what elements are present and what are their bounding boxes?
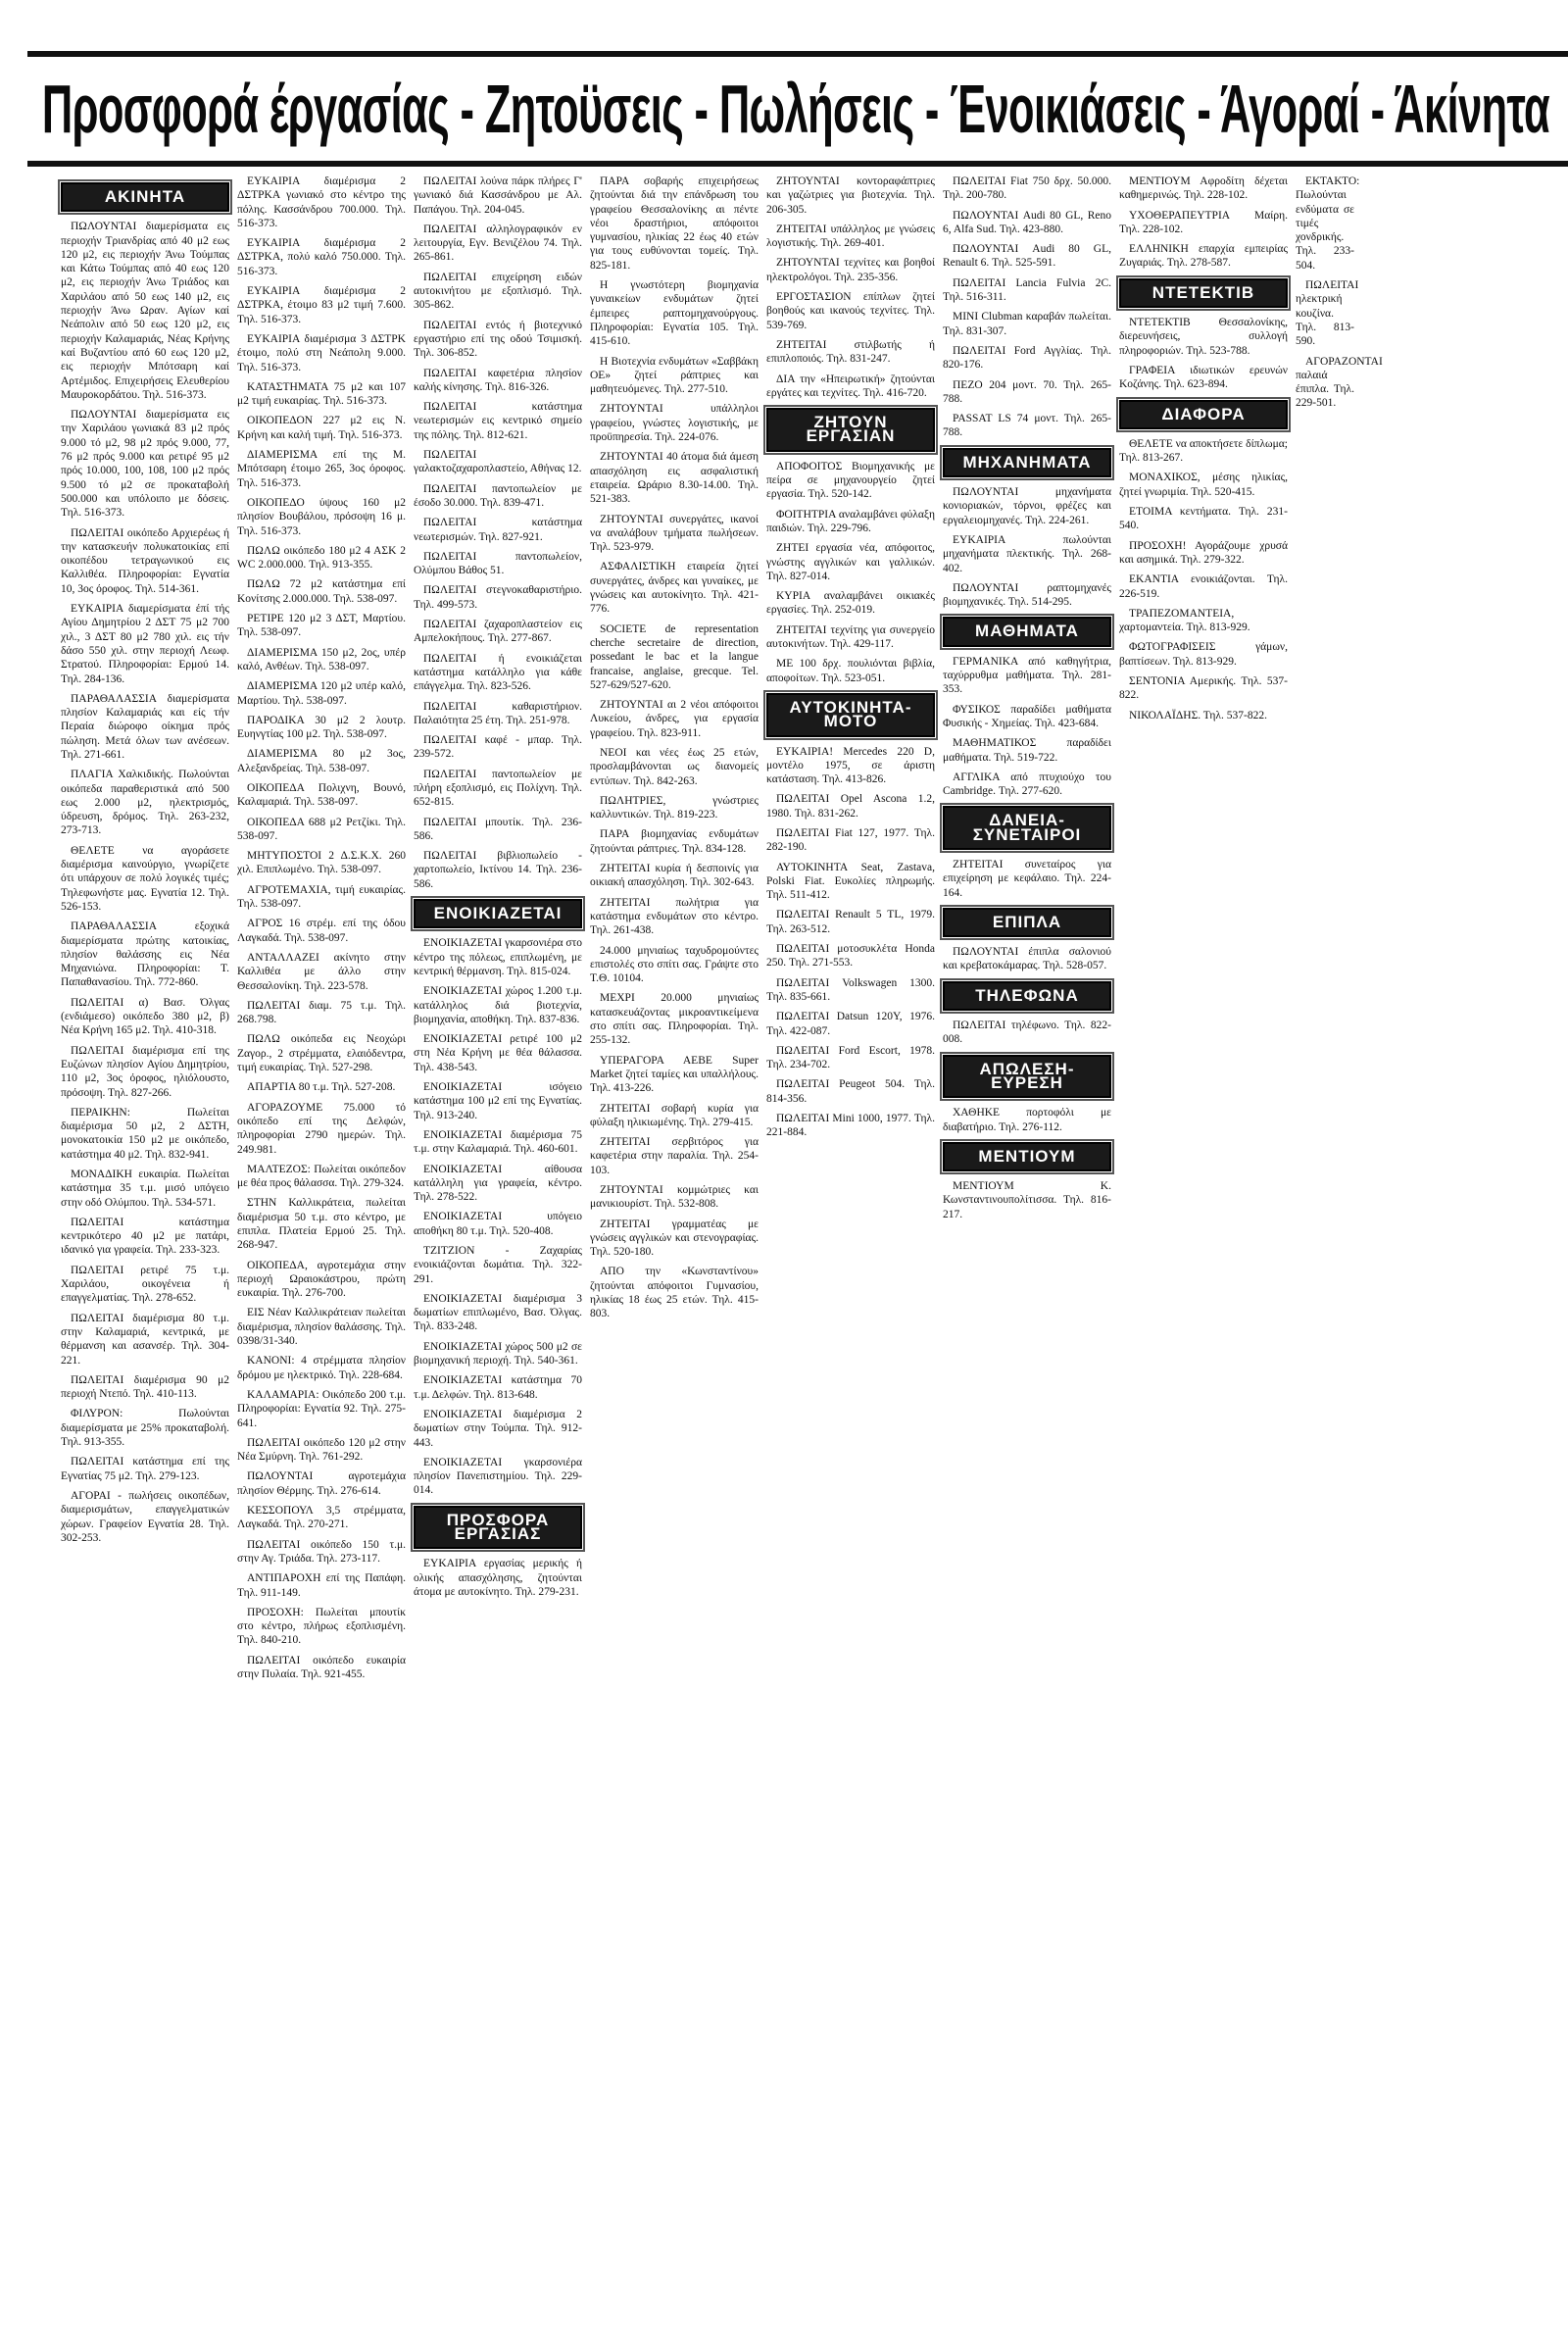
classified-ad: ΠΩΛΕΙΤΑΙ Mini 1000, 1977. Τηλ. 221-884. — [766, 1113, 935, 1139]
column-2 — [237, 174, 406, 2331]
classified-ad: ΠΩΛΕΙΤΑΙ μοτοσυκλέτα Honda 250. Τηλ. 271-553. — [766, 943, 935, 970]
classified-ad: ΥΠΕΡΑΓΟΡΑ ΑΕΒΕ Super Market ζητεί ταμίες και υπαλλήλους. Τηλ. 413-226. — [590, 1054, 759, 1095]
classified-ad: ΑΓΡΟΤΕΜΑΧΙΑ, τιμή ευκαιρίας. Τηλ. 538-097. — [237, 883, 406, 911]
classified-columns — [61, 174, 1531, 2331]
classified-ad: ΚΑΝΟΝΙ: 4 στρέμματα πλησίον δρόμου με ηλεκτρικό. Τηλ. 228-684. — [237, 1355, 406, 1381]
classified-ad: ΕΝΟΙΚΙΑΖΕΤΑΙ διαμέρισμα 3 δωματίων επιπλωμένο, Βασ. Όλγας. Τηλ. 833-248. — [414, 1292, 582, 1333]
classified-ad: ΖΗΤΟΥΝΤΑΙ 40 άτομα διά άμεση απασχόληση εις ασφαλιστική εταιρεία. Ωράριο 8.30-14.00. Τηλ. 521-383. — [590, 451, 759, 506]
classified-ad: ΚΕΣΣΟΠΟΥΛ 3,5 στρέμματα, Λαγκαδά. Τηλ. 270-271. — [237, 1505, 406, 1531]
classified-ad: ΚΑΤΑΣΤΗΜΑΤΑ 75 μ2 και 107 μ2 τιμή ευκαιρίας. Τηλ. 516-373. — [237, 380, 406, 408]
classified-ad: ΜΟΝΑΧΙΚΟΣ, μέσης ηλικίας, ζητεί γνωριμία. Τηλ. 520-415. — [1119, 472, 1288, 498]
classified-ad: ΠΩΛΕΙΤΑΙ κατάστημα επί της Εγνατίας 75 μ2. Τηλ. 279-123. — [61, 1456, 229, 1482]
classified-ad: ΠΩΛΟΥΝΤΑΙ αγροτεμάχια πλησίον Θέρμης. Τηλ. 276-614. — [237, 1470, 406, 1497]
classified-ad: ΠΩΛΕΙΤΑΙ ρετιρέ 75 τ.μ. Χαριλάου, οικογένεια ή επαγγελματίας. Τηλ. 278-652. — [61, 1264, 229, 1305]
classified-ad: ΤΖΙΤΖΙΟΝ - Ζαχαρίας ενοικιάζονται δωμάτια. Τηλ. 322-291. — [414, 1245, 582, 1285]
classified-ad: ΠΩΛΕΙΤΑΙ Lancia Fulvia 2C. Τηλ. 516-311. — [943, 276, 1111, 304]
classified-ad: ΠΩΛΕΙΤΑΙ κατάστημα κεντρικότερο 40 μ2 με πατάρι, ιδανικό για γραφεία. Τηλ. 233-323. — [61, 1216, 229, 1257]
section-header: ΑΠΩΛΕΣΗ-ΕΥΡΕΣΗ — [943, 1055, 1111, 1099]
classified-ad: ΣΕΝΤΟΝΙΑ Αμερικής. Τηλ. 537-822. — [1119, 675, 1288, 702]
classified-ad: Η Βιοτεχνία ενδυμάτων «Σαββάκη ΟΕ» ζητεί ράπτριες και μαθητευόμενες. Τηλ. 277-510. — [590, 355, 759, 396]
classified-ad: ΑΠΟΦΟΙΤΟΣ Βιομηχανικής με πείρα σε μηχανουργείο ζητεί εργασία. Τηλ. 520-142. — [766, 460, 935, 501]
classified-ad: ΠΩΛΕΙΤΑΙ οικόπεδο 150 τ.μ. στην Αγ. Τριάδα. Τηλ. 273-117. — [237, 1538, 406, 1565]
classified-ad: ΠΩΛΗΤΡΙΕΣ, γνώστριες καλλυντικών. Τηλ. 819-223. — [590, 794, 759, 821]
section-header: ΔΑΝΕΙΑ-ΣΥΝΕΤΑΙΡΟΙ — [943, 806, 1111, 850]
classified-ad: ΕΥΚΑΙΡΙΑ διαμέρισμα 2 ΔΣΤΡΚΑ, έτοιμο 83 μ2 τιμή 7.600. Τηλ. 516-373. — [237, 285, 406, 325]
classified-ad: ΟΙΚΟΠΕΔΑ, αγροτεμάχια στην περιοχή Ωραιοκάστρου, πρώτη ευκαιρία. Τηλ. 276-700. — [237, 1259, 406, 1300]
classified-ad: ΖΗΤΟΥΝΤΑΙ κομμώτριες και μανικιουρίστ. Τηλ. 532-808. — [590, 1184, 759, 1211]
classified-ad: ΠΩΛΕΙΤΑΙ Datsun 120Y, 1976. Τηλ. 422-087. — [766, 1011, 935, 1037]
classified-ad: ΠΩΛΕΙΤΑΙ λούνα πάρκ πλήρες Γ' γωνιακό διά Κασσάνδρου με Αλ. Παπάγου. Τηλ. 204-045. — [414, 175, 582, 216]
column-3 — [414, 174, 582, 2331]
classified-ad: PASSAT LS 74 μοντ. Τηλ. 265-788. — [943, 413, 1111, 439]
classified-ad: ΦΩΤΟΓΡΑΦΙΣΕΙΣ γάμων, βαπτίσεων. Τηλ. 813-929. — [1119, 641, 1288, 668]
classified-ad: ΠΩΛΕΙΤΑΙ Fiat 750 δρχ. 50.000. Τηλ. 200-780. — [943, 175, 1111, 202]
classified-ad: ΜΟΝΑΔΙΚΗ ευκαιρία. Πωλείται κατάστημα 35 τ.μ. μισό υπόγειο στην οδό Ολύμπου. Τηλ. 534-571. — [61, 1169, 229, 1209]
classified-ad: ΠΑΡΑΘΑΛΑΣΣΙΑ εξοχικά διαμερίσματα πρώτης κατοικίας, πλησίον θαλάσσης εις Νέα Μηχανιώνα. Πληροφορίαι: Τ. Παπαθανασίου. Τηλ. 772-860. — [61, 920, 229, 989]
classified-ad: ΜΕΝΤΙΟΥΜ Κ. Κωνσταντινουπολίτισσα. Τηλ. 816-217. — [943, 1180, 1111, 1220]
classified-ad: ΑΓΟΡΑΖΟΥΜΕ 75.000 τό οικόπεδο επί της Δελφών, πληροφορίαι 2790 ημερών. Τηλ. 249.981. — [237, 1101, 406, 1156]
classified-ad: ΔΙΑΜΕΡΙΣΜΑ 80 μ2 3ος, Αλεξανδρείας. Τηλ. 538-097. — [237, 748, 406, 774]
classified-ad: ΟΙΚΟΠΕΔΑ 688 μ2 Ρετζίκι. Τηλ. 538-097. — [237, 816, 406, 842]
classified-ad: ΠΩΛΕΙΤΑΙ καφέ - μπαρ. Τηλ. 239-572. — [414, 734, 582, 761]
section-header: ΖΗΤΟΥΝ ΕΡΓΑΣΙΑΝ — [766, 408, 935, 452]
classified-ad: ΖΗΤΕΙΤΑΙ γραμματέας με γνώσεις αγγλικών και στενογραφίας. Τηλ. 520-180. — [590, 1218, 759, 1259]
classified-ad: ΠΩΛΕΙΤΑΙ ή ενοικιάζεται κατάστημα κατάλληλο για κάθε επάγγελμα. Τηλ. 823-526. — [414, 652, 582, 693]
section-header: ΕΝΟΙΚΙΑΖΕΤΑΙ — [414, 899, 582, 928]
classified-ad: ΖΗΤΟΥΝΤΑΙ υπάλληλοι γραφείου, γνώστες λογιστικής, με προϋπηρεσία. Τηλ. 224-076. — [590, 403, 759, 444]
classified-ad: ΖΗΤΟΥΝΤΑΙ συνεργάτες, ικανοί να αναλάβουν τμήματα πωλήσεων. Τηλ. 523-979. — [590, 513, 759, 554]
classified-ad: ΖΗΤΕΙ εργασία νέα, απόφοιτος, γνώστης αγγλικών και γαλλικών. Τηλ. 827-014. — [766, 542, 935, 582]
classified-ad: ΠΩΛΕΙΤΑΙ διαμέρισμα 80 τ.μ. στην Καλαμαριά, κεντρικά, με θέρμανση και ασανσέρ. Τηλ. 304-221. — [61, 1312, 229, 1367]
classified-ad: MINI Clubman καραβάν πωλείται. Τηλ. 831-307. — [943, 311, 1111, 337]
classified-ad: ΠΩΛΕΙΤΑΙ Volkswagen 1300. Τηλ. 835-661. — [766, 976, 935, 1003]
classified-ad: ΖΗΤΕΙΤΑΙ στιλβωτής ή επιπλοποιός. Τηλ. 831-247. — [766, 338, 935, 366]
classified-ad: ΦΟΙΤΗΤΡΙΑ αναλαμβάνει φύλαξη παιδιών. Τηλ. 229-796. — [766, 508, 935, 534]
classified-ad: ΑΓΟΡΑΖΟΝΤΑΙ παλαιά έπιπλα. Τηλ. 229-501. — [1296, 355, 1383, 410]
classified-ad: ΚΥΡΙΑ αναλαμβάνει οικιακές εργασίες. Τηλ. 252-019. — [766, 590, 935, 617]
classified-ad: ΕΝΟΙΚΙΑΖΕΤΑΙ χώρος 1.200 τ.μ. κατάλληλος διά βιοτεχνία, βιομηχανία, αποθήκη. Τηλ. 837-836. — [414, 985, 582, 1025]
classified-ad: ΖΗΤΟΥΝΤΑΙ τεχνίτες και βοηθοί ηλεκτρολόγοι. Τηλ. 235-356. — [766, 257, 935, 283]
section-header: ΑΥΤΟΚΙΝΗΤΑ-ΜΟΤΟ — [766, 693, 935, 737]
classified-ad: ΥΧΟΘΕΡΑΠΕΥΤΡΙΑ Μαίρη. Τηλ. 228-102. — [1119, 209, 1288, 235]
banner-title: Προσφορά έργασίας - Ζητοϋσεις - Πωλήσεις - Ένοικιάσεις - Άγοραί - Άκίνητα — [41, 71, 1550, 147]
classified-ad: ΠΩΛΟΥΝΤΑΙ Audi 80 GL, Reno 6, Alfa Sud. Τηλ. 423-880. — [943, 209, 1111, 235]
column-4 — [590, 174, 759, 2331]
classified-ad: ΠΩΛΕΙΤΑΙ μπουτίκ. Τηλ. 236-586. — [414, 816, 582, 842]
classified-ad: ΠΩΛΕΙΤΑΙ Opel Ascona 1.2, 1980. Τηλ. 831-262. — [766, 793, 935, 820]
classified-ad: ΕΚΑΝΤΙΑ ενοικιάζονται. Τηλ. 226-519. — [1119, 573, 1288, 600]
classified-ad: ΠΕΖΟ 204 μοντ. 70. Τηλ. 265-788. — [943, 378, 1111, 405]
classified-ad: ΠΩΛΕΙΤΑΙ κατάστημα νεωτερισμών. Τηλ. 827-921. — [414, 517, 582, 543]
classified-ad: ΠΩΛΟΥΝΤΑΙ διαμερίσματα εις περιοχήν Τριανδρίας από 40 μ2 εως 120 μ2, εις περιοχήν Άνω Τούμπας και Κάτω Τούμπας από 40 εως 120 μ2, εις περιοχήν Άνω Τριάδος και Χαριλάου από 50 εως 140 μ2, εις περιοχήν Άνω Ωραν. Αγίων καί Νεάπολιν από 50 εως 120 μ2, εις περιοχήν Καλαμαριάς, Νέας Κρήνης καί Βυζαντίου από 60 εως 120 μ2, εις περιοχήν Μπότσαρη καί Αρτέμιδος. Επιχειρήσεις Ελευθερίου Μαυροκορδάτου. Τηλ. 516-373. — [61, 221, 229, 401]
column-6 — [943, 174, 1111, 2331]
classified-ad: ΠΩΛΕΙΤΑΙ αλληλογραφικόν εν λειτουργία, Εγν. Βενιζέλου 74. Τηλ. 265-861. — [414, 223, 582, 264]
classified-ad: ΖΗΤΕΙΤΑΙ πωλήτρια για κατάστημα ενδυμάτων στο κέντρο. Τηλ. 261-438. — [590, 896, 759, 937]
classified-ad: ΠΑΡΑ βιομηχανίας ενδυμάτων ζητούνται ράπτριες. Τηλ. 834-128. — [590, 828, 759, 855]
classified-ad: ΟΙΚΟΠΕΔΟΝ 227 μ2 εις Ν. Κρήνη και καλή τιμή. Τηλ. 516-373. — [237, 415, 406, 441]
classified-ad: ΖΗΤΕΙΤΑΙ σοβαρή κυρία για φύλαξη ηλικιωμένης. Τηλ. 279-415. — [590, 1102, 759, 1128]
column-5 — [766, 174, 935, 2331]
classified-ad: ΑΓΟΡΑΙ - πωλήσεις οικοπέδων, διαμερισμάτων, επαγγελματικών χώρων. Γραφείον Εγνατία 28. Τηλ. 302-253. — [61, 1489, 229, 1544]
classified-ad: ΕΚΤΑΚΤΟ: Πωλούνται ενδύματα σε τιμές χονδρικής. Τηλ. 233-504. — [1296, 175, 1360, 272]
classified-ad: ΠΛΑΓΙΑ Χαλκιδικής. Πωλούνται οικόπεδα παραθεριστικά από 500 εως 2.000 μ2, ηλεκτρισμός, ύδρευση, δρόμος. Τηλ. 263-232, 273-713. — [61, 769, 229, 837]
classified-ad: ΕΝΟΙΚΙΑΖΕΤΑΙ κατάστημα 70 τ.μ. Δελφών. Τηλ. 813-648. — [414, 1374, 582, 1401]
classified-ad: ΘΕΛΕΤΕ να αγοράσετε διαμέρισμα καινούργιο, γνωρίζετε ότι υπάρχουν σε πολύ λογικές τιμές; Τηλεφωνήστε μας. Εγνατία 12. Τηλ. 526-153. — [61, 844, 229, 913]
classified-ad: ΔΙΑΜΕΡΙΣΜΑ 120 μ2 υπέρ καλό, Μαρτίου. Τηλ. 538-097. — [237, 680, 406, 707]
classified-ad: ΕΝΟΙΚΙΑΖΕΤΑΙ υπόγειο αποθήκη 80 τ.μ. Τηλ. 520-408. — [414, 1211, 582, 1237]
classified-ad: 24.000 μηνιαίως ταχυδρομούντες επιστολές στο σπίτι σας. Γράψτε στο Τ.Θ. 10104. — [590, 944, 759, 985]
classified-ad: ΠΡΟΣΟΧΗ: Πωλείται μπουτίκ στο κέντρο, πλήρως εξοπλισμένη. Τηλ. 840-210. — [237, 1606, 406, 1647]
classified-ad: ΠΑΡΑ σοβαρής επιχειρήσεως ζητούνται διά την επάνδρωση του γραφείου Θεσσαλονίκης αι πέντε νέοι δραστήριοι, απόφοιτοι γυμνασίου, ηλικίας 22 έως 40 ετών για τους ευθύνονται τομείς. Τηλ. 825-181. — [590, 175, 759, 272]
classified-ad: ΠΩΛΕΙΤΑΙ παντοπωλείον, Ολύμπου Βάθος 51. — [414, 550, 582, 577]
classified-ad: ΕΥΚΑΙΡΙΑ πωλούνται μηχανήματα πλεκτικής. Τηλ. 268-402. — [943, 533, 1111, 574]
classified-ad: ΖΗΤΕΙΤΑΙ τεχνίτης για συνεργείο αυτοκινήτων. Τηλ. 429-117. — [766, 623, 935, 651]
column-1 — [61, 174, 229, 2331]
classified-ad: ΟΙΚΟΠΕΔΟ ύψους 160 μ2 πλησίον Βουβάλου, πρόσοψη 16 μ. Τηλ. 516-373. — [237, 496, 406, 537]
classified-ad: ΑΓΡΟΣ 16 στρέμ. επί της όδου Λαγκαδά. Τηλ. 538-097. — [237, 918, 406, 944]
classified-ad: ΠΩΛΕΙΤΑΙ οικόπεδο ευκαιρία στην Πυλαία. Τηλ. 921-455. — [237, 1654, 406, 1681]
classified-ad: ΝΤΕΤΕΚΤΙΒ Θεσσαλονίκης, διερευνήσεις, συλλογή πληροφοριών. Τηλ. 523-788. — [1119, 317, 1288, 357]
classified-ad: ΠΩΛΕΙΤΑΙ Ford Escort, 1978. Τηλ. 234-702. — [766, 1044, 935, 1071]
classified-ad: ΑΝΤΑΛΛΑΖΕΙ ακίνητο στην Καλλιθέα με άλλο στην Θεσσαλονίκη. Τηλ. 223-578. — [237, 951, 406, 992]
classified-ad: ΕΥΚΑΙΡΙΑ διαμέρισμα 2 ΔΣΤΡΚΑ, πολύ καλό 750.000. Τηλ. 516-373. — [237, 237, 406, 277]
classified-ad: ΠΩΛΕΙΤΑΙ γαλακτοζαχαροπλαστείο, Αθήνας 12. — [414, 449, 582, 475]
classified-ad: Η γνωστότερη βιομηχανία γυναικείων ενδυμάτων ζητεί έμπειρες ραπτομηχανούργους. Πληροφορίαι: Εγνατία 105. Τηλ. 415-610. — [590, 279, 759, 348]
section-header: ΠΡΟΣΦΟΡΑ ΕΡΓΑΣΙΑΣ — [414, 1506, 582, 1550]
classified-ad: ΠΑΡΟΔΙΚΑ 30 μ2 2 λουτρ. Ευηνγτίας 100 μ2. Τηλ. 538-097. — [237, 714, 406, 741]
classified-ad: ΔΙΑΜΕΡΙΣΜΑ 150 μ2, 2ος, υπέρ καλό, Ανθέων. Τηλ. 538-097. — [237, 646, 406, 672]
classified-ad: ΕΥΚΑΙΡΙΑ εργασίας μερικής ή ολικής απασχόλησης, ζητούνται άτομα με αυτοκίνητο. Τηλ. 279-231. — [414, 1558, 582, 1598]
classified-ad: ΠΕΡΑΙΚΗΝ: Πωλείται διαμέρισμα 50 μ2, 2 ΔΣΤΗ, μονοκατοικία 150 μ2 με οικόπεδο, κατάστημα 40 μ2. Τηλ. 832-941. — [61, 1106, 229, 1161]
classified-ad: ΠΩΛΩ οικόπεδο 180 μ2 4 ΑΣΚ 2 WC 2.000.000. Τηλ. 913-355. — [237, 544, 406, 572]
classified-ad: ΕΙΣ Νέαν Καλλικράτειαν πωλείται διαμέρισμα, πλησίον θαλάσσης. Τηλ. 0398/31-340. — [237, 1307, 406, 1348]
classified-ad: ΖΗΤΟΥΝΤΑΙ αι 2 νέοι απόφοιτοι Λυκείου, άνδρες, για εργασία γραφείου. Τηλ. 823-911. — [590, 699, 759, 739]
classified-ad: ΤΡΑΠΕΖΟΜΑΝΤΕΙΑ, χαρτομαντεία. Τηλ. 813-929. — [1119, 607, 1250, 634]
section-header: ΜΑΘΗΜΑΤΑ — [943, 617, 1111, 646]
classified-ad: ΜΕ 100 δρχ. πουλιόνται βιβλία, αποφοίτων. Τηλ. 523-051. — [766, 658, 935, 684]
classified-ad: ΠΩΛΕΙΤΑΙ ζαχαροπλαστείον εις Αμπελοκήπους. Τηλ. 277-867. — [414, 619, 582, 645]
classified-ad: ΕΥΚΑΙΡΙΑ διαμέρισμα 2 ΔΣΤΡΚΑ γωνιακό στο κέντρο της πόλης. Κασσάνδρου 700.000. Τηλ. 516-373. — [237, 175, 406, 229]
classified-ad: ΘΕΛΕΤΕ να αποκτήσετε δίπλωμα; Τηλ. 813-267. — [1119, 437, 1288, 465]
classified-ad: ΓΡΑΦΕΙΑ ιδιωτικών ερευνών Κοζάνης. Τηλ. 623-894. — [1119, 364, 1288, 391]
classified-ad: ΑΣΦΑΛΙΣΤΙΚΗ εταιρεία ζητεί συνεργάτες, άνδρες και γυναίκες, με γνώσεις και αυτοκίνητο. Τηλ. 421-776. — [590, 561, 759, 616]
classified-ad: ΠΩΛΟΥΝΤΑΙ διαμερίσματα εις την Χαριλάου γωνιακά 83 μ2 πρός 9.000 τό μ2, 98 μ2 πρός 9.000, 77, 76 μ2 πρός 9.000 και ρετιρέ 95 μ2 πρός 10.000, 100, 108, 100 μ2 πρός 9.500 τό μ2 σε προκαταβολή 500.000 και υπόλοιπο με δόσεις. Τηλ. 516-373. — [61, 409, 229, 520]
classified-ad: ΦΥΣΙΚΟΣ παραδίδει μαθήματα Φυσικής - Χημείας. Τηλ. 423-684. — [943, 703, 1111, 729]
classified-ad: ΔΙΑ την «Ηπειρωτική» ζητούνται εργάτες και τεχνίτες. Τηλ. 416-720. — [766, 373, 935, 399]
classified-ad: ΡΕΤΙΡΕ 120 μ2 3 ΔΣΤ, Μαρτίου. Τηλ. 538-097. — [237, 613, 406, 639]
classified-ad: ΕΝΟΙΚΙΑΖΕΤΑΙ γκαρσονιέρα στο κέντρο της πόλεως, επιπλωμένη, με κεντρική θέρμανση. Τηλ. 815-024. — [414, 937, 582, 977]
classified-ad: ΠΩΛΕΙΤΑΙ εντός ή βιοτεχνικό εργαστήριο επί της οδού Τσιμισκή. Τηλ. 306-852. — [414, 319, 582, 360]
classified-ad: ΣΤΗΝ Καλλικράτεια, πωλείται διαμέρισμα 50 τ.μ. στο κέντρο, με επιπλα. Πλατεία Ερμού 25. Τηλ. 268-947. — [237, 1197, 406, 1252]
classified-ad: ΠΩΛΕΙΤΑΙ παντοπωλείον με πλήρη εξοπλισμό, εις Πολίχνη. Τηλ. 652-815. — [414, 768, 582, 809]
classified-ad: ΚΑΛΑΜΑΡΙΑ: Οικόπεδο 200 τ.μ. Πληροφορίαι: Εγνατία 92. Τηλ. 275-641. — [237, 1388, 406, 1429]
classified-ad: ΜΑΛΤΕΖΟΣ: Πωλείται οικόπεδον με θέα προς θάλασσα. Τηλ. 279-324. — [237, 1163, 406, 1190]
classified-ad: ΕΤΟΙΜΑ κεντήματα. Τηλ. 231-540. — [1119, 506, 1288, 532]
classified-ad: ΠΩΛΕΙΤΑΙ επιχείρηση ειδών αυτοκινήτου με εξοπλισμό. Τηλ. 305-862. — [414, 271, 582, 312]
classified-ad: ΠΩΛΕΙΤΑΙ Ford Αγγλίας. Τηλ. 820-176. — [943, 344, 1111, 372]
section-header: ΔΙΑΦΟΡΑ — [1119, 400, 1288, 429]
column-8 — [1296, 174, 1383, 2331]
classified-ad: ΕΝΟΙΚΙΑΖΕΤΑΙ ισόγειο κατάστημα 100 μ2 επί της Εγνατίας. Τηλ. 913-240. — [414, 1081, 582, 1121]
classified-ad: ΕΝΟΙΚΙΑΖΕΤΑΙ γκαρσονιέρα πλησίον Πανεπιστημίου. Τηλ. 229-014. — [414, 1456, 582, 1497]
classified-ad: ΖΗΤΕΙΤΑΙ σερβιτόρος για καφετέρια στην παραλία. Τηλ. 254-103. — [590, 1136, 759, 1176]
classified-ad: ΠΩΛΟΥΝΤΑΙ ραπτομηχανές βιομηχανικές. Τηλ. 514-295. — [943, 581, 1111, 609]
classified-ad: ΠΩΛΟΥΝΤΑΙ Audi 80 GL, Renault 6. Τηλ. 525-591. — [943, 243, 1111, 270]
classified-ad: ΕΝΟΙΚΙΑΖΕΤΑΙ αίθουσα κατάλληλη για γραφεία, κέντρο. Τηλ. 278-522. — [414, 1163, 582, 1204]
classified-ad: ΟΙΚΟΠΕΔΑ Πολιχνη, Βουνό, Καλαμαριά. Τηλ. 538-097. — [237, 781, 406, 809]
classified-ad: ΝΙΚΟΛΑΪΔΗΣ. Τηλ. 537-822. — [1129, 709, 1267, 721]
classified-ad: ΠΩΛΕΙΤΑΙ διαμέρισμα επί της Ευζώνων πλησίον Αγίου Δημητρίου, 110 μ2, 3ος όροφος, ηλιόλουστο, πρόσοψη. Τηλ. 827-266. — [61, 1044, 229, 1099]
classified-ad: ΠΩΛΕΙΤΑΙ Fiat 127, 1977. Τηλ. 282-190. — [766, 826, 935, 854]
classified-ad: SOCIETE de representation cherche secretaire de direction, possedant le bac et la langue francaise, anglaise, grecque. Tel. 527-629/527-620. — [590, 622, 759, 691]
classified-ad: ΜΗΤΥΠΟΣΤΟΙ 2 Δ.Σ.Κ.Χ. 260 χιλ. Επιπλωμένο. Τηλ. 538-097. — [237, 850, 406, 876]
section-header: ΜΗΧΑΝΗΜΑΤΑ — [943, 448, 1111, 477]
classified-ad: ΑΓΓΛΙΚΑ από πτυχιούχο του Cambridge. Τηλ. 277-620. — [943, 771, 1111, 798]
classified-ad: ΠΩΛΕΙΤΑΙ στεγνοκαθαριστήριο. Τηλ. 499-573. — [414, 584, 582, 611]
classifieds-banner — [27, 51, 1568, 167]
classified-ad: ΠΩΛΕΙΤΑΙ κατάστημα νεωτερισμών εις κεντρικό σημείο της πόλης. Τηλ. 812-621. — [414, 401, 582, 441]
classified-ad: ΠΩΛΕΙΤΑΙ οικόπεδο Αρχιερέως ή την κατασκευήν πολυκατοικίας επί οικοπέδου τετραγωνικού εις Καλλιθέα. Πληροφορίαι: Εγνατία 10, 3ος όροφος. Τηλ. 514-361. — [61, 526, 229, 595]
section-header: ΑΚΙΝΗΤΑ — [61, 182, 229, 212]
classified-ad: ΠΩΛΟΥΝΤΑΙ έπιπλα σαλονιού και κρεβατοκάμαρας. Τηλ. 528-057. — [943, 946, 1111, 972]
classified-ad: ΖΗΤΕΙΤΑΙ υπάλληλος με γνώσεις λογιστικής. Τηλ. 269-401. — [766, 223, 935, 250]
classified-ad: ΔΙΑΜΕΡΙΣΜΑ επί της Μ. Μπότσαρη έτοιμο 265, 3ος όροφος. Τηλ. 516-373. — [237, 449, 406, 489]
classified-ad: ΠΩΛΕΙΤΑΙ οικόπεδο 120 μ2 στην Νέα Σμύρνη. Τηλ. 761-292. — [237, 1436, 406, 1464]
classified-ad: ΕΡΓΟΣΤΑΣΙΟΝ επίπλων ζητεί βοηθούς και ικανούς τεχνίτες. Τηλ. 539-769. — [766, 291, 935, 331]
classified-ad: ΠΩΛΕΙΤΑΙ α) Βασ. Όλγας (ενδιάμεσο) οικόπεδο 380 μ2, β) Νέα Κρήνη 165 μ2. Τηλ. 410-318. — [61, 996, 229, 1037]
classified-ad: ΠΩΛΕΙΤΑΙ διαμέρισμα 90 μ2 περιοχή Ντεπό. Τηλ. 410-113. — [61, 1373, 229, 1401]
column-7 — [1119, 174, 1288, 2331]
classified-ad: ΑΥΤΟΚΙΝΗΤΑ Seat, Zastava, Polski Fiat. Ευκολίες πληρωμής. Τηλ. 511-412. — [766, 861, 935, 902]
classified-ad: ΑΝΤΙΠΑΡΟΧΗ επί της Παπάφη. Τηλ. 911-149. — [237, 1572, 406, 1599]
classified-ad: ΝΕΟΙ και νέες έως 25 ετών, προσλαμβάνονται ως διανομείς εντύπων. Τηλ. 842-263. — [590, 746, 759, 787]
classified-ad: ΕΥΚΑΙΡΙΑ διαμέρισμα 3 ΔΣΤΡΚ έτοιμο, πολύ στη Νεάπολη 9.000. Τηλ. 516-373. — [237, 332, 406, 373]
classified-ad: ΠΩΛΩ 72 μ2 κατάστημα επί Κονίτσης 2.000.000. Τηλ. 538-097. — [237, 578, 406, 605]
classified-ad: ΕΝΟΙΚΙΑΖΕΤΑΙ ρετιρέ 100 μ2 στη Νέα Κρήνη με θέα θάλασσα. Τηλ. 438-543. — [414, 1033, 582, 1073]
classified-ad: ΕΝΟΙΚΙΑΖΕΤΑΙ διαμέρισμα 2 δωματίων στην Τούμπα. Τηλ. 912-443. — [414, 1408, 582, 1449]
classified-ad: ΠΩΛΕΙΤΑΙ παντοπωλείον με έσοδο 30.000. Τηλ. 839-471. — [414, 482, 582, 509]
classified-ad: ΠΩΛΕΙΤΑΙ καφετέρια πλησίον καλής κίνησης. Τηλ. 816-326. — [414, 367, 582, 393]
classified-ad: ΓΕΡΜΑΝΙΚΑ από καθηγήτρια, ταχύρρυθμα μαθήματα. Τηλ. 281-353. — [943, 655, 1111, 696]
classified-ad: ΜΕΧΡΙ 20.000 μηνιαίως κατασκευάζοντας μικροαντικείμενα στο σπίτι σας. Πληροφορίαι. Τηλ. 255-132. — [590, 992, 759, 1047]
section-header: ΜΕΝΤΙΟΥΜ — [943, 1142, 1111, 1171]
classified-ad: ΕΛΛΗΝΙΚΗ επαρχία εμπειρίας Ζυγαριάς. Τηλ. 278-587. — [1119, 243, 1288, 270]
classified-ad: ΠΩΛΕΙΤΑΙ ηλεκτρική κουζίνα. Τηλ. 813-590. — [1296, 279, 1359, 348]
classified-ad: ΖΗΤΕΙΤΑΙ κυρία ή δεσποινίς για οικιακή απασχόληση. Τηλ. 302-643. — [590, 863, 759, 889]
classified-ad: ΜΑΘΗΜΑΤΙΚΟΣ παραδίδει μαθήματα. Τηλ. 519-722. — [943, 737, 1111, 764]
classified-ad: ΠΩΛΕΙΤΑΙ Renault 5 TL, 1979. Τηλ. 263-512. — [766, 909, 935, 935]
classified-ad: ΠΩΛΕΙΤΑΙ καθαριστήριον. Παλαιότητα 25 έτη. Τηλ. 251-978. — [414, 700, 582, 726]
classified-ad: ΠΑΡΑΘΑΛΑΣΣΙΑ διαμερίσματα πλησίον Καλαμαριάς και είς τήν Περαία διώροφο οίκημα πρός πώληση. Μετά όλων των ανέσεων. Τηλ. 271-661. — [61, 692, 229, 761]
classified-ad: ΕΝΟΙΚΙΑΖΕΤΑΙ διαμέρισμα 75 τ.μ. στην Καλαμαριά. Τηλ. 460-601. — [414, 1128, 582, 1156]
classified-ad: ΧΑΘΗΚΕ πορτοφόλι με διαβατήριο. Τηλ. 276-112. — [943, 1107, 1111, 1133]
classified-ad: ΕΥΚΑΙΡΙΑ! Mercedes 220 D, μοντέλο 1975, σε άριστη κατάσταση. Τηλ. 413-826. — [766, 745, 935, 786]
classified-ad: ΑΠΟ την «Κωνσταντίνου» ζητούνται απόφοιτοι Γυμνασίου, ηλικίας 18 έως 25 ετών. Τηλ. 415-803. — [590, 1266, 759, 1320]
section-header: ΝΤΕΤΕΚΤΙΒ — [1119, 278, 1288, 308]
classified-ad: ΜΕΝΤΙΟΥΜ Αφροδίτη δέχεται καθημερινώς. Τηλ. 228-102. — [1119, 175, 1288, 202]
classified-ad: ΖΗΤΟΥΝΤΑΙ κοντοραφάπτριες και γαζώτριες για βιοτεχνία. Τηλ. 206-305. — [766, 175, 935, 216]
classified-ad: ΠΩΛΕΙΤΑΙ διαμ. 75 τ.μ. Τηλ. 268.798. — [237, 999, 406, 1026]
classified-ad: ΕΝΟΙΚΙΑΖΕΤΑΙ χώρος 500 μ2 σε βιομηχανική περιοχή. Τηλ. 540-361. — [414, 1340, 582, 1368]
classified-ad: ΠΩΛΕΙΤΑΙ βιβλιοπωλείο - χαρτοπωλείο, Ικτίνου 14. Τηλ. 236-586. — [414, 850, 582, 890]
classified-ad: ΦΙΛΥΡΟΝ: Πωλούνται διαμερίσματα με 25% προκαταβολή. Τηλ. 913-355. — [61, 1408, 229, 1449]
classified-ad: ΕΥΚΑΙΡΙΑ διαμερίσματα έπί τής Αγίου Δημητρίου 2 ΔΣΤ 75 μ2 700 χιλ., 3 ΔΣΤ 80 μ2 780 χιλ. εις τήν δάσο 550 χιλ. στην περιοχή Λεωφ. Στρατού. Πληροφορίαι: Ερμού 14. Τηλ. 284-136. — [61, 603, 229, 685]
classified-ad: ΑΠΑΡΤΙΑ 80 τ.μ. Τηλ. 527-208. — [247, 1081, 396, 1094]
section-header: ΕΠΙΠΛΑ — [943, 908, 1111, 937]
section-header: ΤΗΛΕΦΩΝΑ — [943, 981, 1111, 1011]
page-left-margin — [0, 0, 27, 2338]
classified-ad: ΠΩΛΕΙΤΑΙ τηλέφωνο. Τηλ. 822-008. — [943, 1020, 1111, 1046]
classified-ad: ΖΗΤΕΙΤΑΙ συνεταίρος για επιχείρηση με κεφάλαιο. Τηλ. 224-164. — [943, 858, 1111, 899]
classified-ad: ΠΩΛΟΥΝΤΑΙ μηχανήματα κονιοριακών, τόρνοι, φρέζες και εργαλειομηχανές. Τηλ. 224-261. — [943, 486, 1111, 526]
classified-ad: ΠΩΛΕΙΤΑΙ Peugeot 504. Τηλ. 814-356. — [766, 1078, 935, 1105]
classified-ad: ΠΡΟΣΟΧΗ! Αγοράζουμε χρυσά και ασημικά. Τηλ. 279-322. — [1119, 539, 1288, 566]
classified-ad: ΠΩΛΩ οικόπεδα εις Νεοχώρι Ζαγορ., 2 στρέμματα, ελαιόδεντρα, τιμή ευκαιρίας. Τηλ. 527-298. — [237, 1033, 406, 1074]
